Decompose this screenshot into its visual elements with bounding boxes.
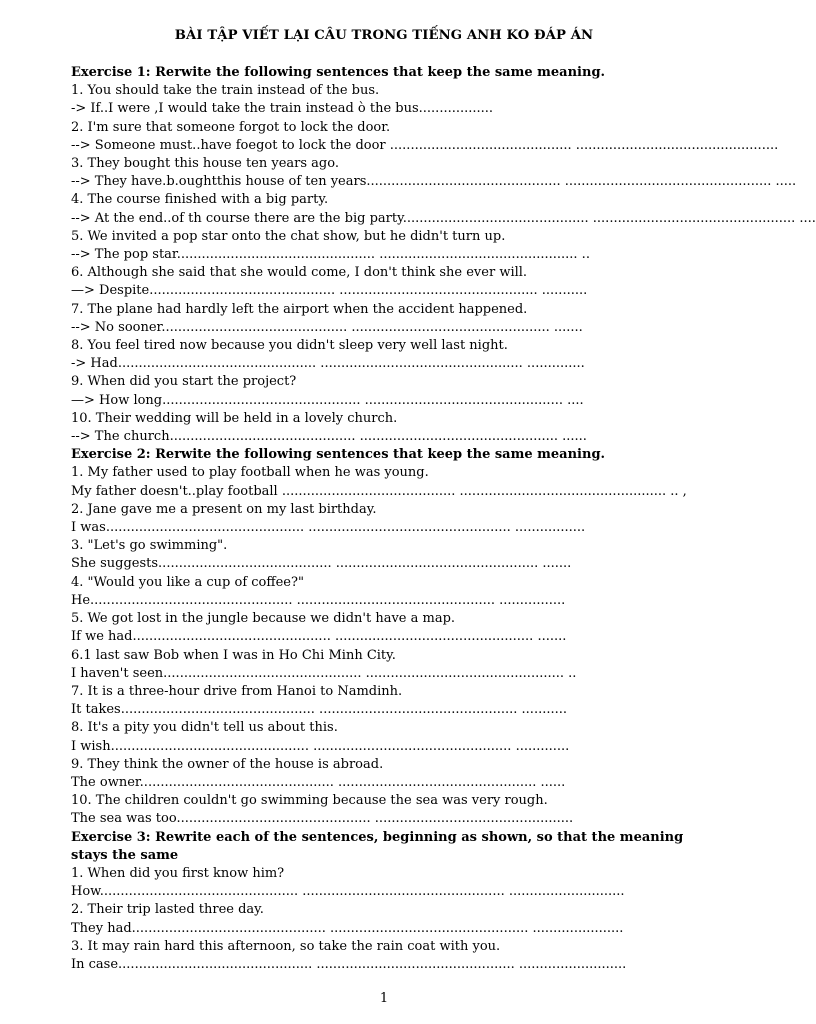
answer-line-2: I was................................................ ................................................. ................. [71, 520, 586, 536]
sentence-8: 8. It's a pity you didn't tell us about this. [71, 720, 338, 736]
sentence-7: 7. It is a three-hour drive from Hanoi to Namdinh. [71, 683, 403, 699]
answer-line-6: I haven't seen................................................ ................................................ .. [71, 665, 577, 681]
sentence-10: 10. Their wedding will be held in a lovely church. [71, 410, 398, 426]
answer-line-7: It takes............................................... ................................................ ........... [71, 702, 567, 718]
answer-line-1: -> If..I were ,I would take the train instead ò the bus.................. [71, 101, 494, 117]
answer-line-10: --> The church............................................. ................................................ ...... [71, 429, 587, 445]
sentence-2: 2. Jane gave me a present on my last birthday. [71, 501, 377, 517]
document-title: BÀI TẬP VIẾT LẠI CÂU TRONG TIẾNG ANH KO ĐÁP ÁN [174, 28, 594, 43]
answer-line-3: --> They have.b.oughtthis house of ten years............................................... .................................................. ..... [71, 174, 797, 190]
sentence-1: 1. When did you first know him? [71, 865, 285, 881]
document-body [71, 64, 816, 974]
sentence-2: 2. Their trip lasted three day. [71, 902, 264, 918]
exercise-2 [71, 446, 711, 828]
answer-line-7: --> No sooner............................................. ................................................ ....... [71, 319, 583, 335]
answer-line-4: --> At the end..of th course there are the big party............................................. ................................................. .... [71, 210, 816, 226]
sentence-1: 1. My father used to play football when he was young. [71, 465, 429, 481]
answer-line-9: The owner............................................... ................................................ ...... [71, 774, 566, 790]
answer-line-9: —> How long................................................ ................................................ .... [71, 392, 584, 408]
answer-line-2: They had............................................... ................................................ ...................... [71, 920, 624, 936]
answer-line-5: If we had................................................ ................................................ ....... [71, 629, 567, 645]
page-number: 1 [379, 991, 389, 1006]
answer-line-1: How................................................ ................................................. ............................ [71, 884, 625, 900]
answer-line-8: I wish................................................ ................................................ ............. [71, 738, 570, 754]
answer-line-10: The sea was too............................................... ................................................ [71, 811, 574, 827]
answer-line-6: —> Despite............................................. ................................................ ........... [71, 283, 588, 299]
sentence-2: 2. I'm sure that someone forgot to lock the door. [71, 119, 391, 135]
exercise-3 [71, 829, 711, 975]
sentence-8: 8. You feel tired now because you didn't sleep very well last night. [71, 338, 508, 354]
exercise-heading: Exercise 3: Rewrite each of the sentences, beginning as shown, so that the meaning stays the same [71, 829, 684, 863]
answer-line-1: My father doesn't..play football .......................................... .................................................. .. , [71, 483, 687, 499]
sentence-3: 3. "Let's go swimming". [71, 538, 228, 554]
sentence-5: 5. We invited a pop star onto the chat show, but he didn't turn up. [71, 228, 506, 244]
sentence-3: 3. They bought this house ten years ago. [71, 156, 339, 172]
sentence-4: 4. "Would you like a cup of coffee?" [71, 574, 304, 590]
sentence-9: 9. They think the owner of the house is abroad. [71, 756, 384, 772]
sentence-5: 5. We got lost in the jungle because we didn't have a map. [71, 611, 456, 627]
sentence-6: 6. Although she said that she would come, I don't think she ever will. [71, 265, 528, 281]
exercise-heading: Exercise 2: Rerwite the following sentences that keep the same meaning. [71, 447, 606, 463]
answer-line-3: She suggests.......................................... ................................................. ....... [71, 556, 572, 572]
exercise-1 [71, 64, 816, 446]
answer-line-2: --> Someone must..have foegot to lock the door ............................................ ................................................. [71, 137, 779, 153]
sentence-1: 1. You should take the train instead of the bus. [71, 83, 380, 99]
answer-line-4: He................................................. ................................................ ................ [71, 592, 566, 608]
sentence-10: 10. The children couldn't go swimming because the sea was very rough. [71, 793, 548, 809]
answer-line-5: --> The pop star................................................ ................................................ .. [71, 247, 590, 263]
sentence-9: 9. When did you start the project? [71, 374, 297, 390]
sentence-3: 3. It may rain hard this afternoon, so take the rain coat with you. [71, 938, 501, 954]
answer-line-3: In case............................................... ................................................ .......................... [71, 956, 627, 972]
answer-line-8: -> Had................................................ ................................................. .............. [71, 356, 585, 372]
exercise-heading: Exercise 1: Rerwite the following sentences that keep the same meaning. [71, 65, 606, 80]
sentence-6: 6.1 last saw Bob when I was in Ho Chi Minh City. [71, 647, 396, 663]
sentence-4: 4. The course finished with a big party. [71, 192, 329, 208]
sentence-7: 7. The plane had hardly left the airport when the accident happened. [71, 301, 528, 317]
